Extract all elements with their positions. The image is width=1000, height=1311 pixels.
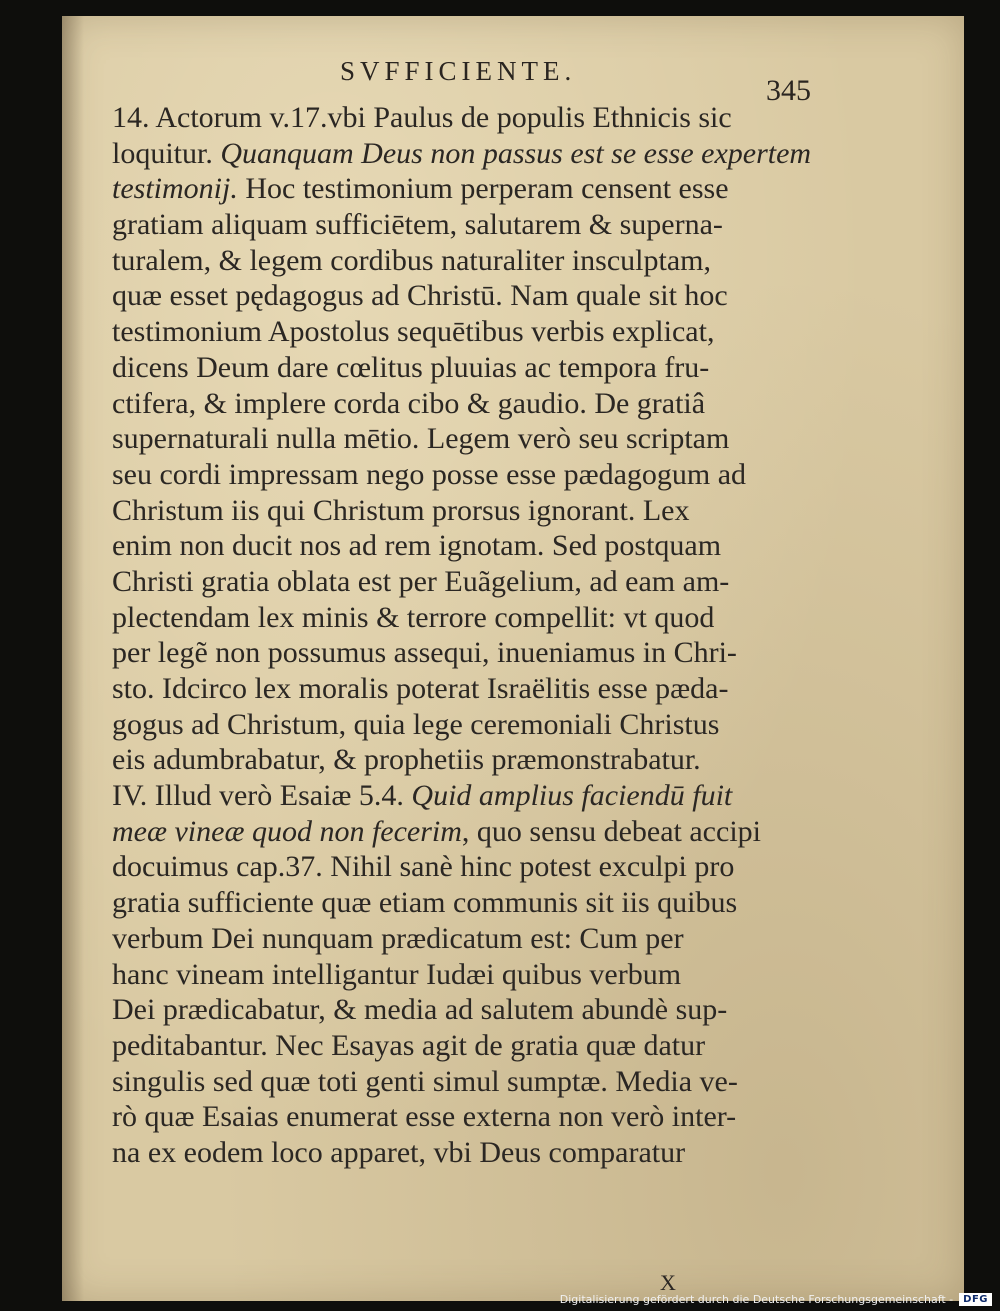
funding-notice: Digitalisierung gefördert durch die Deutsche Forschungsgemeinschaft - — [559, 1292, 954, 1306]
line-text: peditabantur. Nec Esayas agit de gratia quæ datur — [112, 1028, 706, 1062]
line-text: Christi gratia oblata est per Euãgelium, ad eam am- — [112, 564, 730, 598]
text-line — [112, 957, 812, 993]
catchword: X — [660, 1270, 676, 1295]
text-line — [112, 671, 812, 707]
text-line — [112, 207, 812, 243]
text-line — [112, 136, 812, 172]
line-text: dicens Deum dare cœlitus pluuias ac tempora fru- — [112, 350, 710, 384]
page-header — [0, 52, 1000, 107]
text-line — [112, 528, 812, 564]
text-line — [112, 314, 812, 350]
line-text: hanc vineam intelligantur Iudæi quibus verbum — [112, 957, 682, 991]
body-text — [112, 100, 812, 1171]
line-text: gogus ad Christum, quia lege ceremoniali Christus — [112, 707, 720, 741]
line-text: , quo sensu debeat accipi — [461, 814, 761, 848]
text-line — [112, 635, 812, 671]
line-text: Christum iis qui Christum prorsus ignorant. Lex — [112, 493, 690, 527]
line-text: rò quæ Esaias enumerat esse externa non verò inter- — [112, 1100, 737, 1134]
line-text: supernaturali nulla mētio. Legem verò seu scriptam — [112, 422, 730, 456]
text-line — [112, 778, 812, 814]
text-line — [112, 386, 812, 422]
line-text: IV. Illud verò Esaiæ 5.4. — [112, 779, 412, 813]
text-line — [112, 814, 812, 850]
text-line — [112, 457, 812, 493]
line-text: turalem, & legem cordibus naturaliter insculptam, — [112, 243, 711, 277]
text-line — [112, 278, 812, 314]
digitization-footer — [560, 1291, 992, 1307]
italic-quotation: meæ vineæ quod non fecerim — [112, 814, 462, 848]
line-text: loquitur. — [112, 136, 221, 170]
text-line — [112, 885, 812, 921]
line-text: eis adumbrabatur, & prophetiis præmonstrabatur. — [112, 743, 701, 777]
italic-quotation: testimonij. — [112, 172, 238, 206]
line-text: 14. Actorum v.17.vbi Paulus de populis Ethnicis sic — [112, 101, 732, 134]
line-text: Dei prædicabatur, & media ad salutem abundè sup- — [112, 993, 728, 1027]
line-text: na ex eodem loco apparet, vbi Deus comparatur — [112, 1135, 686, 1169]
line-text: quæ esset pędagogus ad Christū. Nam quale sit hoc — [112, 279, 728, 313]
text-line — [112, 564, 812, 600]
line-text: testimonium Apostolus sequētibus verbis explicat, — [112, 315, 715, 349]
italic-quotation: Quid amplius faciendū fuit — [411, 779, 733, 813]
line-text: singulis sed quæ toti genti simul sumptæ. Media ve- — [112, 1064, 738, 1098]
running-title: SVFFICIENTE. — [340, 56, 577, 86]
dfg-logo: DFG — [959, 1293, 992, 1306]
page-number: 345 — [766, 74, 811, 107]
text-line — [112, 742, 812, 778]
text-line — [112, 171, 812, 207]
line-text: docuimus cap.37. Nihil sanè hinc potest exculpi pro — [112, 850, 735, 884]
text-line — [112, 707, 812, 743]
text-line — [112, 1099, 812, 1135]
text-line — [112, 849, 812, 885]
text-line — [112, 243, 812, 279]
text-line — [112, 1028, 812, 1064]
line-text: plectendam lex minis & terrore compellit: vt quod — [112, 600, 715, 634]
line-text: Hoc testimonium perperam censent esse — [237, 172, 729, 206]
text-line — [112, 1064, 812, 1100]
line-text: per legẽ non possumus assequi, inueniamus in Chri- — [112, 636, 737, 670]
text-line — [112, 350, 812, 386]
text-line — [112, 100, 812, 136]
text-line — [112, 992, 812, 1028]
line-text: gratiam aliquam sufficiētem, salutarem & superna- — [112, 208, 723, 242]
line-text: seu cordi impressam nego posse esse pædagogum ad — [112, 457, 747, 491]
text-line — [112, 421, 812, 457]
text-line — [112, 493, 812, 529]
text-line — [112, 1135, 812, 1171]
line-text: gratia sufficiente quæ etiam communis sit iis quibus — [112, 886, 738, 920]
page-gutter-shadow — [62, 16, 84, 1301]
text-line — [112, 600, 812, 636]
italic-quotation: Quanquam Deus non passus est se esse expertem — [220, 136, 812, 170]
line-text: ctifera, & implere corda cibo & gaudio. De gratiâ — [112, 386, 706, 420]
line-text: verbum Dei nunquam prædicatum est: Cum per — [112, 921, 684, 955]
line-text: sto. Idcirco lex moralis poterat Israëlitis esse pæda- — [112, 672, 729, 705]
line-text: enim non ducit nos ad rem ignotam. Sed postquam — [112, 529, 722, 563]
text-line — [112, 921, 812, 957]
